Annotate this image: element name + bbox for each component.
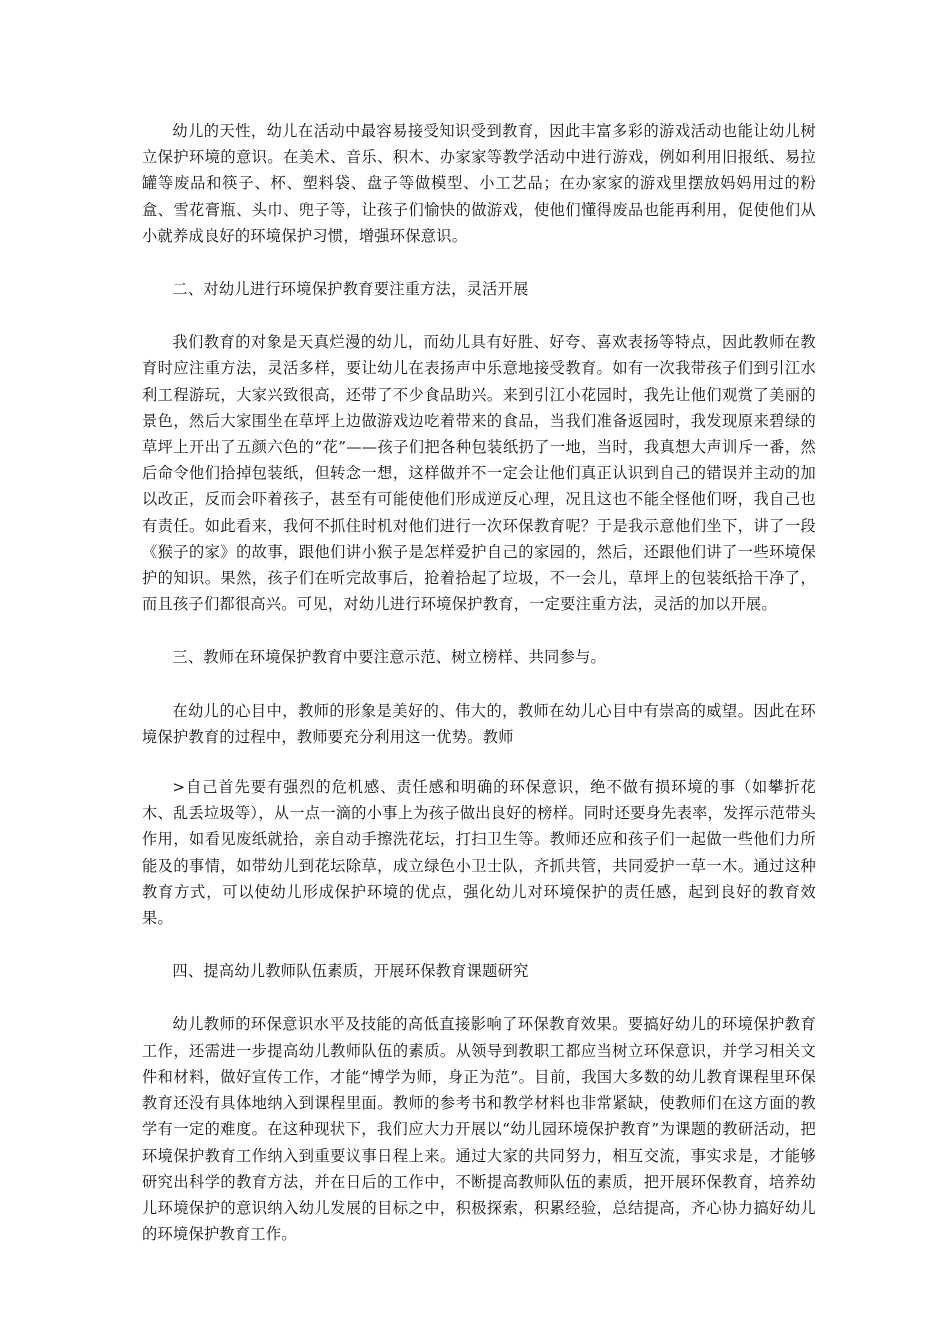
paragraph-teacher-quality: 幼儿教师的环保意识水平及技能的高低直接影响了环保教育效果。要搞好幼儿的环境保护教育工作，还需进一步提高幼儿教师队伍的素质。从领导到教职工都应当树立环保意识，并学习相关文件和材料，做好宣传工作，才能“博学为师，身正为范”。目前，我国大多数的幼儿教育课程里环保教育还没有具体地纳入到课程里面。教师的参考书和教学材料也非常紧缺，使教师们在这方面的教学有一定的难度。在这种现状下，我们应大力开展以“幼儿园环境保护教育”为课题的教研活动，把环境保护教育工作纳入到重要议事日程上来。通过大家的共同努力，相互交流，事实求是，才能够研究出科学的教育方法，并在日后的工作中，不断提高教师队伍的素质，把开展环保教育，培养幼儿环境保护的意识纳入幼儿发展的目标之中，积极探索，积累经验，总结提高，齐心协力搞好幼儿的环境保护教育工作。 xyxy=(142,1015,816,1244)
paragraph-teaching-method: 我们教育的对象是天真烂漫的幼儿，而幼儿具有好胜、好夸、喜欢表扬等特点，因此教师在教育时应注重方法，灵活多样，要让幼儿在表扬声中乐意地接受教育。如有一次我带孩子们到引江水利工程游玩，大家兴致很高，还带了不少食品助兴。来到引江小花园时，我先让他们观赏了美丽的景色，然后大家围坐在草坪上边做游戏边吃着带来的食品，当我们准备返园时，我发现原来碧绿的草坪上开出了五颜六色的“花”——孩子们把各种包装纸扔了一地，当时，我真想大声训斥一番，然后命令他们拾掉包装纸，但转念一想，这样做并不一定会让他们真正认识到自己的错误并主动的加以改正，反而会吓着孩子，甚至有可能使他们形成逆反心理，况且这也不能全怪他们呀，我自己也有责任。如此看来，我何不抓住时机对他们进行一次环保教育呢？于是我示意他们坐下，讲了一段《猴子的家》的故事，跟他们讲小猴子是怎样爱护自己的家园的，然后，还跟他们讲了一些环境保护的知识。果然，孩子们在听完故事后，抢着拾起了垃圾，不一会儿，草坪上的包装纸拾干净了，而且孩子们都很高兴。可见，对幼儿进行环境保护教育，一定要注重方法，灵活的加以开展。 xyxy=(142,333,816,614)
paragraph-teacher-example: >自己首先要有强烈的危机感、责任感和明确的环保意识，绝不做有损环境的事（如攀折花木、乱丢垃圾等），从一点一滴的小事上为孩子做出良好的榜样。同时还要身先表率，发挥示范带头作用，如看见废纸就拾，亲自动手擦洗花坛，打扫卫生等。教师还应和孩子们一起做一些他们力所能及的事情，如带幼儿到花坛除草，成立绿色小卫士队，齐抓共管，共同爱护一草一木。通过这种教育方式，可以使幼儿形成保护环境的优点，强化幼儿对环境保护的责任感，起到良好的教育效果。 xyxy=(142,778,816,928)
paragraph-teacher-image: 在幼儿的心目中，教师的形象是美好的、伟大的，教师在幼儿心目中有崇高的威望。因此在环境保护教育的过程中，教师要充分利用这一优势。教师 xyxy=(142,701,816,746)
section-heading-3: 三、教师在环境保护教育中要注意示范、树立榜样、共同参与。 xyxy=(172,648,607,667)
section-heading-4: 四、提高幼儿教师队伍素质，开展环保教育课题研究 xyxy=(172,962,529,981)
document-page xyxy=(142,118,816,1247)
paragraph-play-activities: 幼儿的天性，幼儿在活动中最容易接受知识受到教育，因此丰富多彩的游戏活动也能让幼儿树立保护环境的意识。在美术、音乐、积木、办家家等教学活动中进行游戏，例如利用旧报纸、易拉罐等废品和筷子、杯、塑料袋、盘子等做模型、小工艺品；在办家家的游戏里摆放妈妈用过的粉盒、雪花膏瓶、头巾、兜子等，让孩子们愉快的做游戏，使他们懂得废品也能再利用，促使他们从小就养成良好的环境保护习惯，增强环保意识。 xyxy=(142,122,816,245)
section-heading-2: 二、对幼儿进行环境保护教育要注重方法，灵活开展 xyxy=(172,280,529,299)
